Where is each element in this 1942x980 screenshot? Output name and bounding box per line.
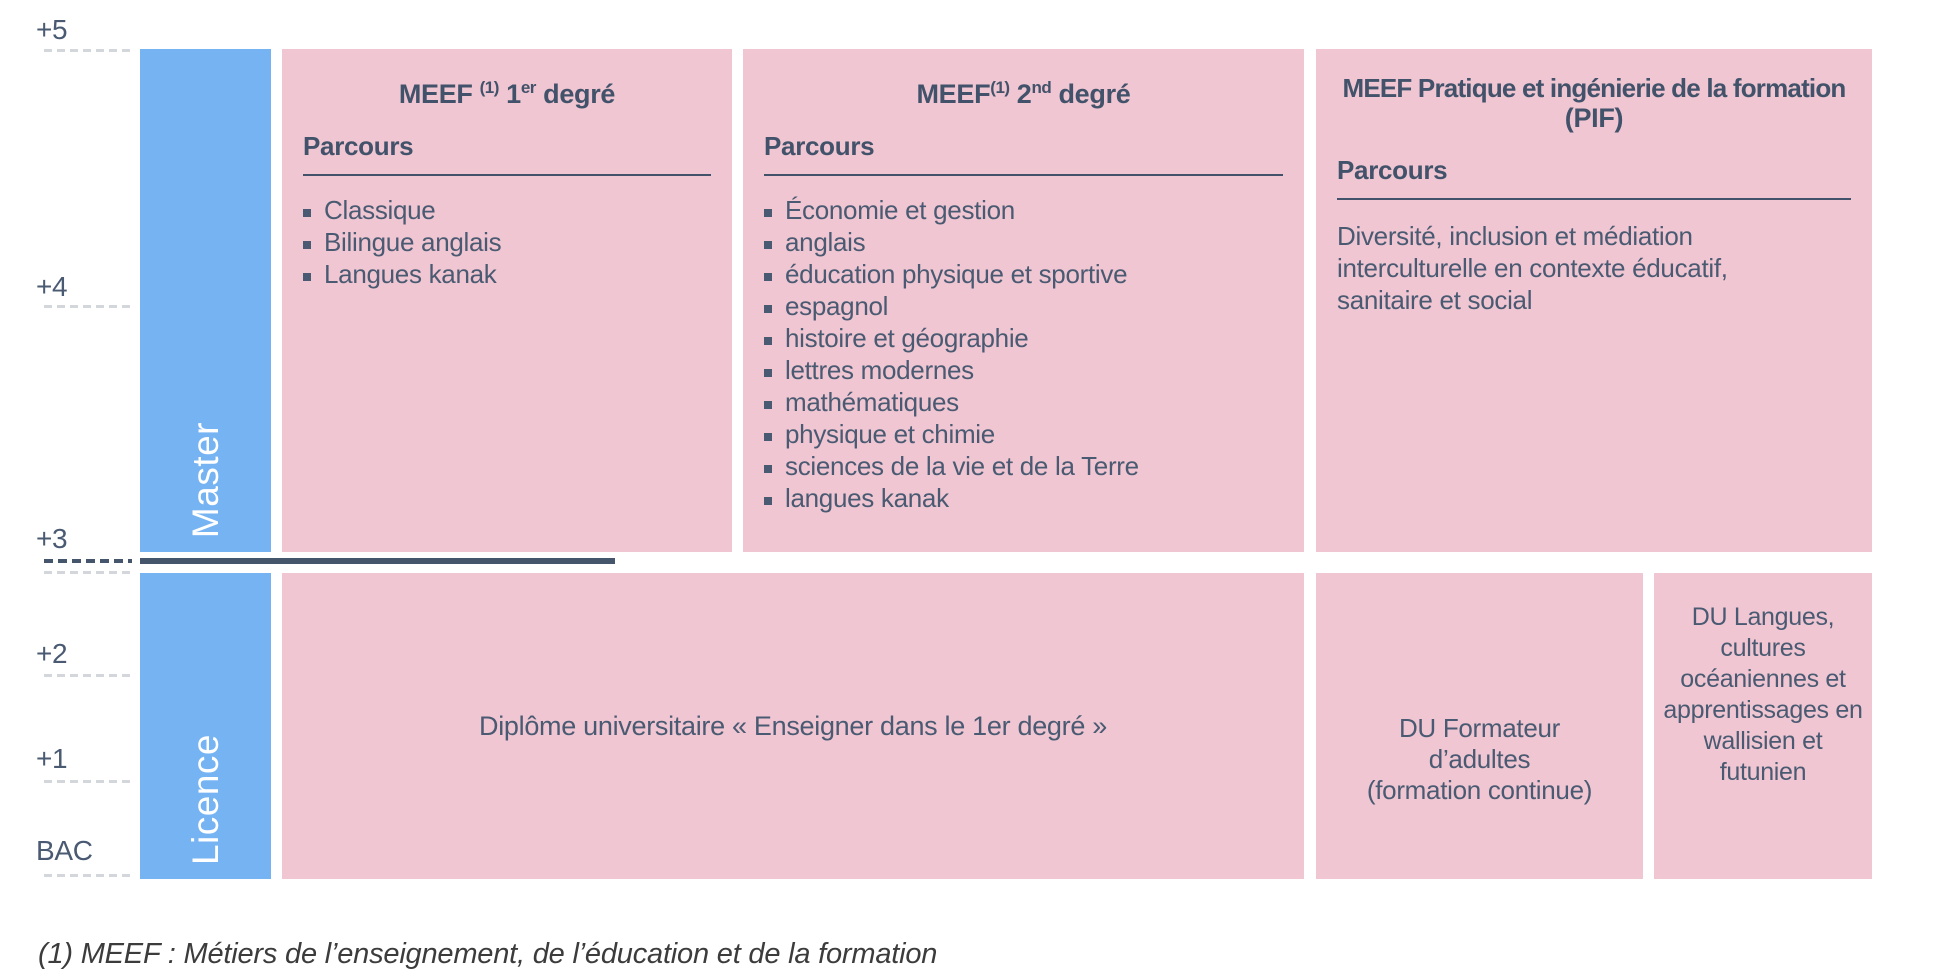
text-line: apprentissages en bbox=[1663, 696, 1863, 724]
title-text: degré bbox=[535, 79, 616, 109]
master-licence-divider-line bbox=[140, 558, 615, 564]
title-line: MEEF Pratique et ingénierie de la formation bbox=[1342, 73, 1846, 103]
axis-label-plus4: +4 bbox=[36, 271, 68, 302]
title-text: 1 bbox=[498, 79, 521, 109]
box-du-enseigner bbox=[282, 573, 1304, 879]
list-item: lettres modernes bbox=[764, 354, 1283, 386]
list-item: physique et chimie bbox=[764, 418, 1283, 450]
gridline-plus3 bbox=[44, 571, 132, 574]
box-meef-2nd-degre-title bbox=[764, 73, 1283, 109]
list-item: langues kanak bbox=[764, 482, 1283, 514]
text-line: futunien bbox=[1719, 758, 1807, 786]
gridline-plus4 bbox=[44, 305, 132, 308]
description-line: interculturelle en contexte éducatif, bbox=[1337, 253, 1728, 283]
axis-label-plus5: +5 bbox=[36, 14, 68, 45]
text-line: DU Langues, bbox=[1691, 603, 1835, 631]
list-item: histoire et géographie bbox=[764, 322, 1283, 354]
description-line: Diversité, inclusion et médiation bbox=[1337, 221, 1693, 251]
footnote-ref: (1) bbox=[990, 78, 1010, 97]
parcours-description bbox=[1337, 220, 1851, 316]
licence-bar-label: Licence bbox=[184, 733, 226, 865]
list-item: Langues kanak bbox=[303, 258, 711, 290]
list-item: Bilingue anglais bbox=[303, 226, 711, 258]
description-line: sanitaire et social bbox=[1337, 285, 1533, 315]
parcours-list bbox=[303, 194, 711, 290]
gridline-plus1 bbox=[44, 780, 132, 783]
axis-label-plus2: +2 bbox=[36, 638, 68, 669]
axis-label-plus3: +3 bbox=[36, 523, 68, 554]
title-text: degré bbox=[1051, 79, 1131, 109]
text-line: cultures bbox=[1720, 634, 1806, 662]
text-line: wallisien et bbox=[1703, 727, 1823, 755]
list-item: anglais bbox=[764, 226, 1283, 258]
master-bar-label: Master bbox=[184, 421, 226, 538]
list-item: Économie et gestion bbox=[764, 194, 1283, 226]
text-line: (formation continue) bbox=[1366, 774, 1593, 805]
title-text: MEEF bbox=[398, 79, 473, 109]
parcours-heading: Parcours bbox=[764, 131, 1283, 176]
box-du-langues-text bbox=[1663, 602, 1862, 788]
title-text: MEEF bbox=[916, 79, 991, 109]
box-du-formateur-text bbox=[1367, 713, 1592, 806]
gridline-plus2 bbox=[44, 674, 132, 677]
parcours-heading: Parcours bbox=[1337, 155, 1851, 200]
list-item: espagnol bbox=[764, 290, 1283, 322]
box-meef-pif bbox=[1316, 49, 1872, 552]
text-line: d’adultes bbox=[1428, 743, 1531, 774]
list-item: éducation physique et sportive bbox=[764, 258, 1283, 290]
title-line: (PIF) bbox=[1564, 103, 1624, 133]
box-meef-1er-degre bbox=[282, 49, 732, 552]
title-text: 2 bbox=[1009, 79, 1032, 109]
box-du-langues bbox=[1654, 573, 1872, 879]
axis-label-plus1: +1 bbox=[36, 743, 68, 774]
gridline-plus5 bbox=[44, 49, 132, 52]
licence-bar bbox=[140, 573, 271, 879]
box-meef-1er-degre-title bbox=[303, 73, 711, 109]
text-line: DU Formateur bbox=[1398, 712, 1561, 743]
box-du-enseigner-text: Diplôme universitaire « Enseigner dans le 1er degré » bbox=[479, 710, 1107, 741]
axis-label-bac: BAC bbox=[36, 835, 93, 866]
gridline-plus3-dark bbox=[44, 559, 132, 563]
ordinal-sup: nd bbox=[1031, 78, 1052, 97]
box-meef-2nd-degre bbox=[743, 49, 1304, 552]
parcours-list bbox=[764, 194, 1283, 514]
box-du-formateur bbox=[1316, 573, 1643, 879]
list-item: mathématiques bbox=[764, 386, 1283, 418]
master-bar bbox=[140, 49, 271, 552]
ordinal-sup: er bbox=[520, 78, 536, 97]
parcours-heading: Parcours bbox=[303, 131, 711, 176]
list-item: Classique bbox=[303, 194, 711, 226]
box-meef-pif-title bbox=[1337, 73, 1851, 133]
list-item: sciences de la vie et de la Terre bbox=[764, 450, 1283, 482]
footnote: (1) MEEF : Métiers de l’enseignement, de l’éducation et de la formation bbox=[38, 938, 938, 970]
gridline-bac bbox=[44, 874, 132, 877]
text-line: océaniennes et bbox=[1680, 665, 1846, 693]
footnote-ref: (1) bbox=[479, 78, 499, 97]
